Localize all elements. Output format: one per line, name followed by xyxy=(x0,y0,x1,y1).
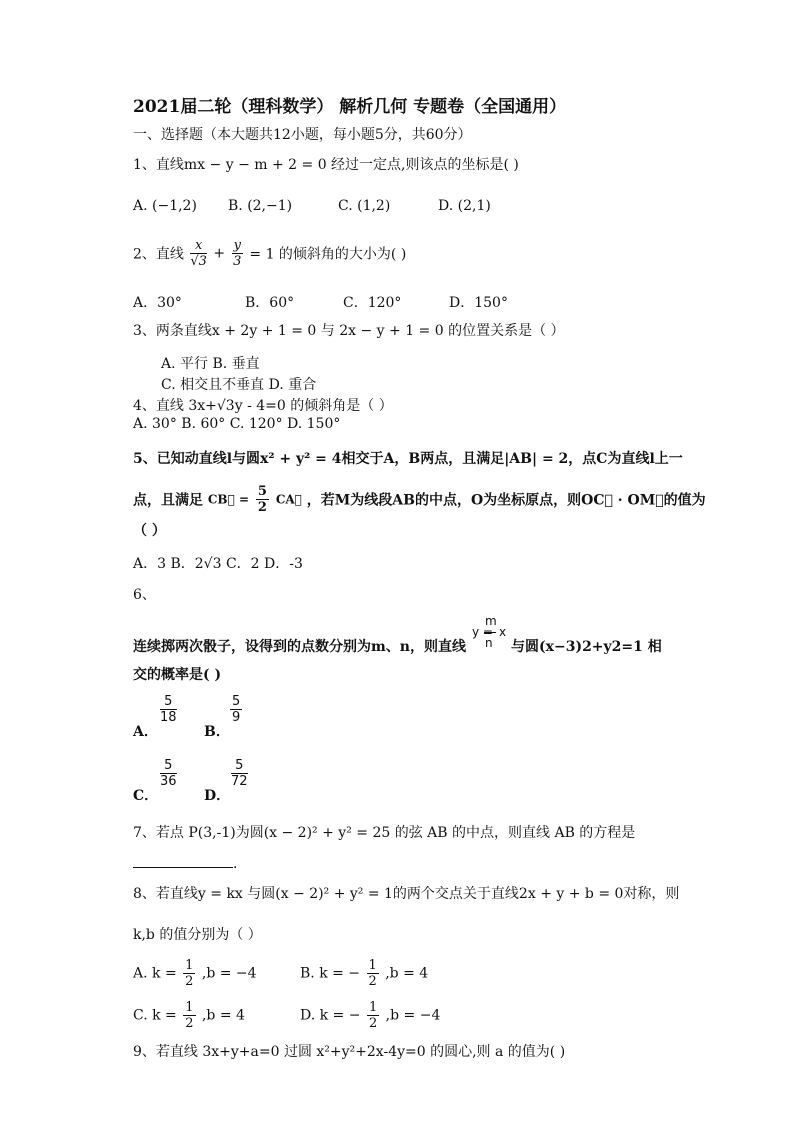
fraction-denominator: 9 xyxy=(232,710,241,725)
question-6-eq-left: y = xyxy=(472,625,493,639)
question-8-option-c xyxy=(133,1000,245,1031)
question-1-option-a: A. (−1,2) xyxy=(133,198,197,214)
fraction-numerator: 5 xyxy=(257,484,267,499)
fraction-numerator: 5 xyxy=(160,694,177,710)
fraction-denominator: 2 xyxy=(257,500,267,515)
question-6-line-1-prefix: 连续掷两次骰子，设得到的点数分别为m、n，则直线 xyxy=(133,639,466,655)
question-2-fraction-x xyxy=(190,238,207,269)
question-6-option-a-fraction xyxy=(160,694,177,725)
fraction-numerator: 5 xyxy=(231,758,248,774)
question-2-option-d: D．150° xyxy=(449,295,508,311)
question-6-option-b-label: B． xyxy=(204,724,230,740)
fraction-denominator: 2 xyxy=(185,1016,194,1031)
question-1-option-c: C. (1,2) xyxy=(338,198,391,214)
fraction-numerator: y xyxy=(233,238,241,253)
question-2-option-b: B．60° xyxy=(245,295,295,311)
question-6-option-c-fraction xyxy=(160,758,177,789)
option-suffix: ,b = 4 xyxy=(201,1007,245,1024)
fraction-numerator: 5 xyxy=(160,758,177,774)
fraction-denominator: 2 xyxy=(185,974,194,989)
question-2-fraction-y xyxy=(232,238,243,269)
question-2-stem xyxy=(133,238,406,269)
question-6-option-d-fraction xyxy=(231,758,248,789)
question-8-option-d xyxy=(300,1000,440,1031)
document-title: 2021届二轮（理科数学） 解析几何 专题卷（全国通用） xyxy=(133,97,567,117)
option-prefix: B. k = − xyxy=(300,965,361,982)
question-8-stem: 8、若直线y = kx 与圆(x − 2)² + y² = 1的两个交点关于直线2x + y + b = 0对称，则 xyxy=(133,886,680,902)
question-6-line-1 xyxy=(133,636,466,656)
question-5-line-2-suffix: ，若M为线段AB的中点，O为坐标原点，则OC⃗ · OM⃗的值为 xyxy=(306,492,706,509)
fraction-numerator: 1 xyxy=(185,1000,194,1015)
question-9-stem: 9、若直线 3x+y+a=0 过圆 x²+y²+2x-4y=0 的圆心,则 a 的值为( ) xyxy=(133,1044,566,1060)
option-prefix: C. k = xyxy=(133,1007,177,1024)
question-8-option-a xyxy=(133,958,257,989)
answer-blank xyxy=(133,853,233,868)
question-6-line-1-suffix: 与圆(x−3)2+y2=1 相 xyxy=(511,639,662,655)
fraction-denominator: 18 xyxy=(160,710,177,725)
fraction-numerator: x xyxy=(190,238,207,254)
fraction-denominator: 2 xyxy=(368,974,377,989)
question-5-line-1: 5、已知动直线l与圆x² + y² = 4相交于A，B两点，且满足|AB| = 2，点C为直线l上一 xyxy=(133,451,683,467)
fraction-numerator: 1 xyxy=(368,1000,378,1015)
question-2-option-c: C．120° xyxy=(343,295,402,311)
question-5-options: A．3 B．2√3 C．2 D．-3 xyxy=(133,556,303,572)
fraction-denominator: 2 xyxy=(368,1016,378,1031)
question-2-prefix: 2、直线 xyxy=(133,246,184,263)
question-5-line-2-prefix: 点，且满足 xyxy=(133,492,203,509)
option-fraction xyxy=(367,958,379,989)
question-6-option-d-label: D． xyxy=(204,788,231,804)
question-1-stem: 1、直线mx − y − m + 2 = 0 经过一定点,则该点的坐标是( ) xyxy=(133,157,519,173)
question-4-options: A. 30° B. 60° C. 120° D. 150° xyxy=(133,416,341,432)
question-8-option-b xyxy=(300,958,428,989)
fraction-numerator: 1 xyxy=(368,958,377,973)
fraction-numerator: 5 xyxy=(232,694,241,709)
section-heading: 一、选择题（本大题共12小题，每小题5分，共60分） xyxy=(133,127,472,143)
question-6-eq-fraction-bar xyxy=(484,632,496,633)
question-6-number: 6、 xyxy=(133,587,156,603)
option-fraction xyxy=(183,1000,195,1031)
question-6-option-b-fraction xyxy=(230,694,242,725)
question-3-options-row-2: C. 相交且不垂直 D. 重合 xyxy=(161,377,317,393)
fraction-denominator: 36 xyxy=(160,774,177,789)
fraction-denominator: 72 xyxy=(231,774,248,789)
plus-sign: + xyxy=(213,245,226,262)
question-6-eq-numerator: m xyxy=(485,614,497,628)
question-6-line-2: 交的概率是( ) xyxy=(133,667,222,683)
option-prefix: D. k = − xyxy=(300,1007,361,1024)
question-3-options-row-1: A. 平行 B. 垂直 xyxy=(161,356,260,372)
question-1-option-d: D. (2,1) xyxy=(438,198,491,214)
vector-ca: CA⃗ xyxy=(275,492,302,507)
question-5-fraction xyxy=(256,484,269,515)
vector-cb: CB⃗ = xyxy=(207,492,250,507)
question-5-line-3: （ ） xyxy=(133,523,166,539)
fraction-numerator: 1 xyxy=(185,958,194,973)
question-8-line-2: k,b 的值分别为（ ） xyxy=(133,927,262,943)
option-suffix: ,b = 4 xyxy=(385,965,429,982)
question-6-eq-right: x xyxy=(499,625,507,639)
fraction-denominator: 3 xyxy=(233,254,242,269)
question-4-stem: 4、直线 3x+√3y - 4=0 的倾斜角是（ ） xyxy=(133,398,393,414)
option-fraction xyxy=(367,1000,379,1031)
option-suffix: ,b = −4 xyxy=(385,1007,441,1024)
option-fraction xyxy=(183,958,195,989)
option-prefix: A. k = xyxy=(133,965,177,982)
option-suffix: ,b = −4 xyxy=(201,965,257,982)
question-6-eq-denominator: n xyxy=(485,636,493,650)
question-2-suffix: = 1 的倾斜角的大小为( ) xyxy=(249,246,407,263)
question-6-option-a-label: A． xyxy=(133,724,158,740)
question-6-option-c-label: C． xyxy=(133,788,159,804)
question-7-period: . xyxy=(233,856,238,872)
question-3-stem: 3、两条直线x + 2y + 1 = 0 与 2x − y + 1 = 0 的位置关系是（ ） xyxy=(133,323,565,339)
question-7-answer-line xyxy=(133,853,237,872)
fraction-denominator: √3 xyxy=(190,254,207,269)
question-2-option-a: A．30° xyxy=(133,295,182,311)
question-7-stem: 7、若点 P(3,-1)为圆(x − 2)² + y² = 25 的弦 AB 的中点，则直线 AB 的方程是 xyxy=(133,825,636,841)
question-1-option-b: B. (2,−1) xyxy=(228,198,293,214)
question-5-line-2 xyxy=(133,484,706,515)
